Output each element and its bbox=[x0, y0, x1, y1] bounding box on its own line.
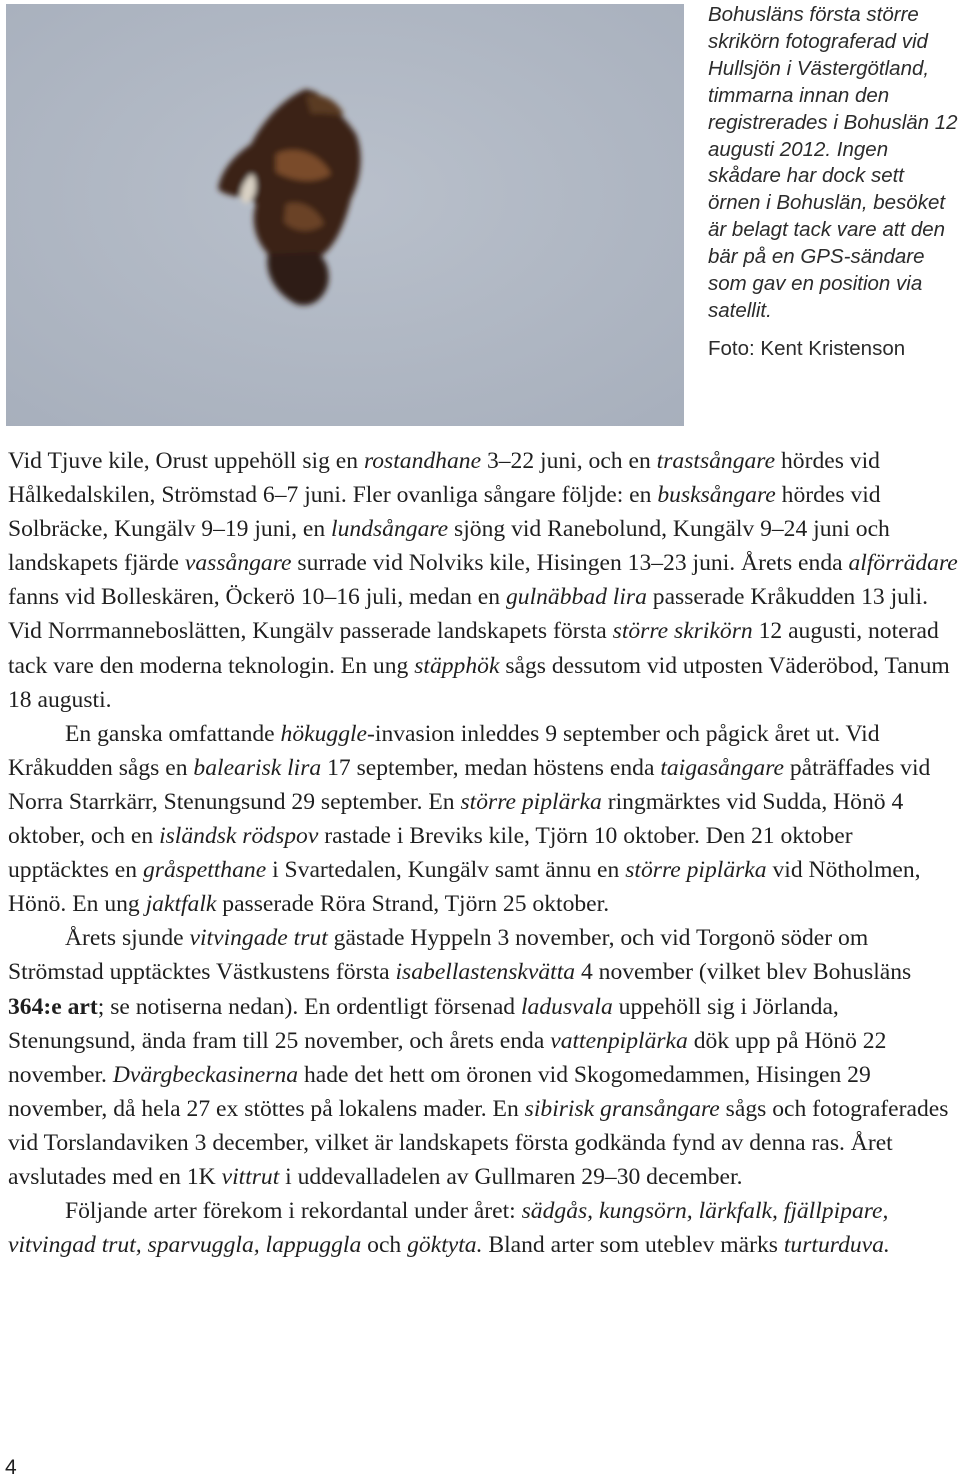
text-run: 4 november (vilket blev Bohusläns bbox=[575, 959, 912, 986]
species-name: hökuggle bbox=[280, 720, 368, 747]
species-name: sibirisk gransångare bbox=[524, 1095, 720, 1122]
eagle-photo bbox=[6, 4, 684, 426]
page-number: 4 bbox=[5, 1456, 17, 1479]
text-run: ringmärktes vid Sudda, Hönö 4 oktober, och en bbox=[8, 788, 904, 850]
text-run: hade det hett om öronen vid Skogomedammen, Hisingen 29 november, då hela 27 ex stöttes på lokalens mader. En bbox=[8, 1061, 871, 1122]
species-name: busksångare bbox=[657, 482, 776, 509]
text-run: 3–22 juni, och en bbox=[481, 448, 657, 474]
bird-silhouette-image bbox=[6, 4, 684, 426]
species-name: stäpphök bbox=[414, 652, 500, 679]
photo-credit: Foto: Kent Kristenson bbox=[708, 337, 906, 360]
article-paragraph bbox=[8, 717, 958, 922]
text-run: gästade Hyppeln 3 november, och vid Torgonö söder om Strömstad upptäcktes Västkustens första bbox=[8, 925, 869, 986]
species-name: större skrikörn bbox=[612, 618, 753, 645]
text-run: fanns vid Bolleskären, Öckerö 10–16 juli, medan en bbox=[8, 584, 506, 611]
text-run: sågs dessutom vid utposten Väderöbod, Tanum 18 augusti. bbox=[8, 652, 950, 713]
emphasis-text: 364:e art bbox=[8, 993, 98, 1020]
text-run: surrade vid Nolviks kile, Hisingen 13–23 juni. Årets enda bbox=[291, 550, 849, 577]
species-name: ladusvala bbox=[521, 993, 613, 1020]
text-run: ; se notiserna nedan). En ordentligt försenad bbox=[97, 993, 521, 1020]
text-run: passerade Röra Strand, Tjörn 25 oktober. bbox=[216, 891, 610, 918]
text-run: Bland arter som uteblev märks bbox=[482, 1232, 784, 1259]
species-name: större piplärka bbox=[460, 788, 602, 815]
species-name: turturduva. bbox=[783, 1232, 890, 1259]
article-paragraph bbox=[8, 444, 958, 717]
text-run: uppehöll sig i Jörlanda, Stenungsund, ända fram till 25 november, och årets enda bbox=[8, 993, 839, 1054]
species-name: större piplärka bbox=[625, 857, 767, 884]
article-body bbox=[8, 444, 958, 1262]
text-run: i Svartedalen, Kungälv samt ännu en bbox=[266, 857, 626, 884]
species-name: jaktfalk bbox=[145, 891, 217, 918]
text-run: En ganska omfattande bbox=[65, 720, 281, 747]
species-name: lundsångare bbox=[331, 516, 449, 543]
species-name: trastsångare bbox=[656, 448, 776, 474]
species-name: isabellastenskvätta bbox=[395, 959, 576, 986]
article-paragraph bbox=[8, 1194, 958, 1262]
species-name: vattenpiplärka bbox=[550, 1027, 688, 1054]
text-run: dök upp på Hönö 22 november. bbox=[8, 1027, 887, 1088]
text-run: 12 augusti, noterad tack vare den moderna teknologin. En ung bbox=[8, 618, 939, 679]
text-run: och bbox=[361, 1232, 408, 1259]
species-name: gulnäbbad lira bbox=[505, 584, 647, 611]
species-name: vittrut bbox=[221, 1163, 280, 1190]
species-name: isländsk rödspov bbox=[159, 823, 319, 850]
species-name: rostandhane bbox=[363, 448, 482, 474]
species-name: vitvingade trut bbox=[189, 925, 328, 952]
text-run: Vid Tjuve kile, Orust uppehöll sig en bbox=[8, 448, 364, 474]
text-run: hördes vid Solbräcke, Kungälv 9–19 juni, en bbox=[8, 482, 881, 543]
text-run: rastade i Breviks kile, Tjörn 10 oktober. Den 21 oktober upptäcktes en bbox=[8, 823, 853, 884]
article-paragraph bbox=[8, 921, 958, 1194]
species-name: taigasångare bbox=[660, 754, 784, 781]
text-run: 17 september, medan höstens enda bbox=[321, 754, 661, 781]
text-run: i uddevalladelen av Gullmaren 29–30 december. bbox=[279, 1163, 743, 1190]
species-name: alförrädare bbox=[848, 550, 958, 577]
text-run: vid Nötholmen, Hönö. En ung bbox=[8, 857, 921, 918]
text-run: påträffades vid Norra Starrkärr, Stenungsund 29 september. En bbox=[8, 754, 931, 815]
text-run: -invasion inleddes 9 september och pågick året ut. Vid Kråkudden sågs en bbox=[8, 720, 880, 781]
text-run: Följande arter förekom i rekordantal under året: bbox=[65, 1198, 522, 1225]
text-run: sjöng vid Ranebolund, Kungälv 9–24 juni och landskapets fjärde bbox=[8, 516, 890, 577]
photo-caption: Bohusläns första större skrikörn fotograferad vid Hullsjön i Västergötland, timmarna innan den registrerades i Bohuslän 12 augusti 2012. Ingen skådare har dock sett örnen i Bohuslän, besöket är belagt tack vare att den bär på en GPS-sändare som gav en position via satellit. bbox=[708, 3, 958, 322]
species-name: sädgås, kungsörn, lärkfalk, fjällpipare, vitvingad trut, sparvuggla, lappuggla bbox=[8, 1198, 889, 1259]
species-name: vassångare bbox=[184, 550, 292, 577]
text-run: passerade Kråkudden 13 juli. Vid Norrmanneboslätten, Kungälv passerade landskapets första bbox=[8, 584, 928, 645]
species-name: balearisk lira bbox=[193, 754, 322, 781]
species-name: göktyta. bbox=[407, 1232, 483, 1259]
species-name: Dvärgbeckasinerna bbox=[112, 1061, 299, 1088]
text-run: hördes vid Hålkedalskilen, Strömstad 6–7 juni. Fler ovanliga sångare följde: en bbox=[8, 448, 880, 509]
species-name: gråspetthane bbox=[142, 857, 267, 884]
text-run: Årets sjunde bbox=[65, 925, 190, 952]
text-run: sågs och fotograferades vid Torslandaviken 3 december, vilket är landskapets första godkända fynd av denna ras. Året avslutades med en 1K bbox=[8, 1095, 949, 1190]
